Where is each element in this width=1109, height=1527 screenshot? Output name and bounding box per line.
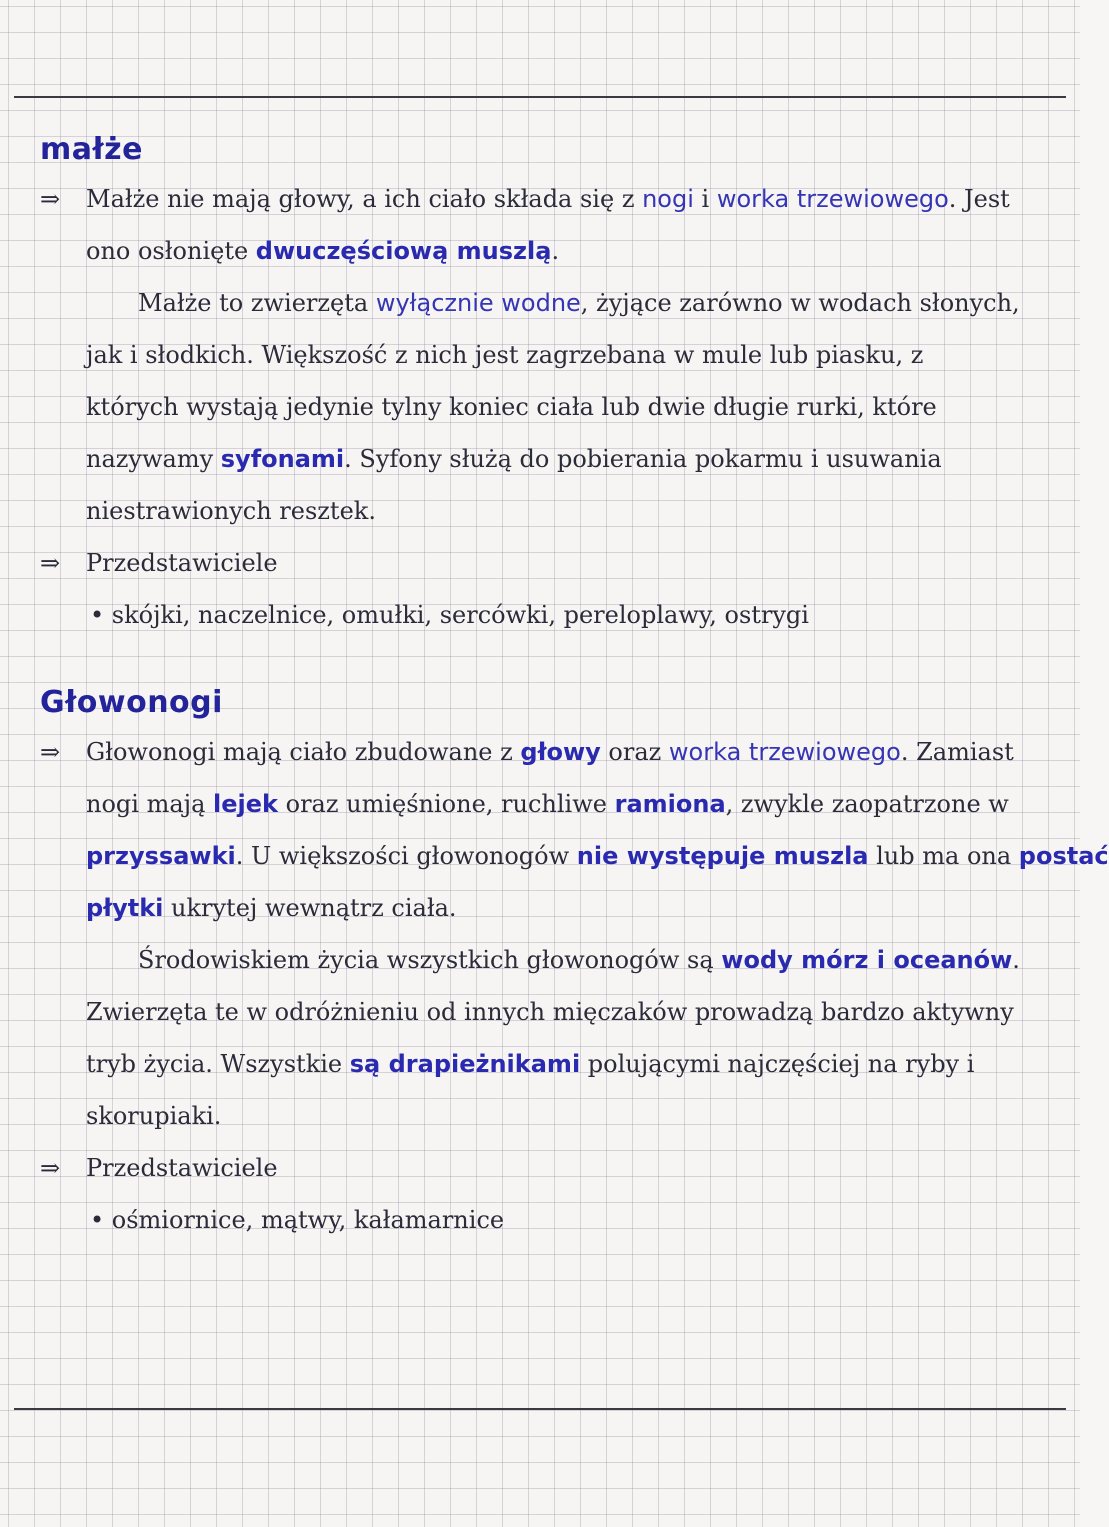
text-line [40,433,1030,485]
text: ono osłonięte [86,237,256,265]
text: tryb życia. Wszystkie [86,1050,350,1078]
keyword: worka trzewiowego [668,738,901,766]
text: . [551,237,560,265]
text: nazywamy [86,445,221,473]
keyword: są drapieżnikami [349,1050,581,1078]
text: lub ma ona [868,842,1019,870]
text-line [40,726,1030,778]
text: . Syfony służą do pobierania pokarmu i usuwania [344,445,942,473]
text: oraz [600,738,669,766]
text: nogi mają [86,790,214,818]
text: Małże nie mają głowy, a ich ciało składa się z [86,185,643,213]
section-heading: małże [40,132,143,167]
text-line: skorupiaki. [86,1102,222,1130]
text: , żyjące zarówno w wodach słonych, [580,289,1020,317]
text: , zwykle zaopatrzone w [725,790,1009,818]
text: polującymi najczęściej na ryby i [580,1050,975,1078]
text: Głowonogi mają ciało zbudowane z [86,738,521,766]
keyword: płytki [86,894,164,922]
text: . [1012,946,1020,974]
representatives-list: • ośmiornice, mątwy, kałamarnice [90,1206,505,1234]
text: Małże to zwierzęta [138,289,376,317]
text-line [40,173,1030,225]
text: . Zamiast [900,738,1014,766]
section-malze [40,132,1030,641]
text-line [40,934,1030,986]
text: i [693,185,717,213]
text: ukrytej wewnątrz ciała. [163,894,457,922]
text: . Jest [948,185,1010,213]
keyword: nie występuje muszla [576,842,869,870]
keyword: nogi [642,185,694,213]
arrow-icon: ⇒ [40,549,61,577]
keyword: przyssawki [86,842,236,870]
text: . U większości głowonogów [235,842,577,870]
text-line [40,778,1030,830]
text-line [40,277,1030,329]
text: Przedstawiciele [86,1154,278,1182]
keyword: ramiona [614,790,726,818]
section-glowonogi [40,685,1109,1246]
bottom-rule-line [14,1408,1066,1410]
arrow-icon: ⇒ [40,738,61,766]
section-gap [40,641,1030,685]
keyword: syfonami [220,445,345,473]
top-rule-line [14,96,1066,98]
keyword: lejek [213,790,278,818]
arrow-icon: ⇒ [40,1154,61,1182]
text: oraz umięśnione, ruchliwe [278,790,615,818]
text-line [40,1038,1030,1090]
representatives-label [40,1142,1030,1194]
representatives-label [40,537,1030,589]
text-line: niestrawionych resztek. [86,497,376,525]
text-line: jak i słodkich. Większość z nich jest zagrzebana w mule lub piasku, z [86,341,924,369]
text-line: których wystają jedynie tylny koniec ciała lub dwie długie rurki, które [86,393,937,421]
text: Przedstawiciele [86,549,278,577]
text-line [40,225,1030,277]
keyword: dwuczęściową muszlą [255,237,552,265]
notes-content [40,132,1109,1246]
keyword: postać [1018,842,1109,870]
text-line [40,882,1030,934]
keyword: głowy [520,738,601,766]
section-heading: Głowonogi [40,685,223,720]
keyword: wyłącznie wodne [375,289,581,317]
representatives-list: • skójki, naczelnice, omułki, sercówki, pereloplawy, ostrygi [90,601,809,629]
text: Środowiskiem życia wszystkich głowonogów są [138,946,722,974]
keyword: worka trzewiowego [716,185,949,213]
arrow-icon: ⇒ [40,185,61,213]
keyword: wody mórz i oceanów [721,946,1013,974]
text-line [40,830,1109,882]
text-line: Zwierzęta te w odróżnieniu od innych mięczaków prowadzą bardzo aktywny [86,998,1014,1026]
